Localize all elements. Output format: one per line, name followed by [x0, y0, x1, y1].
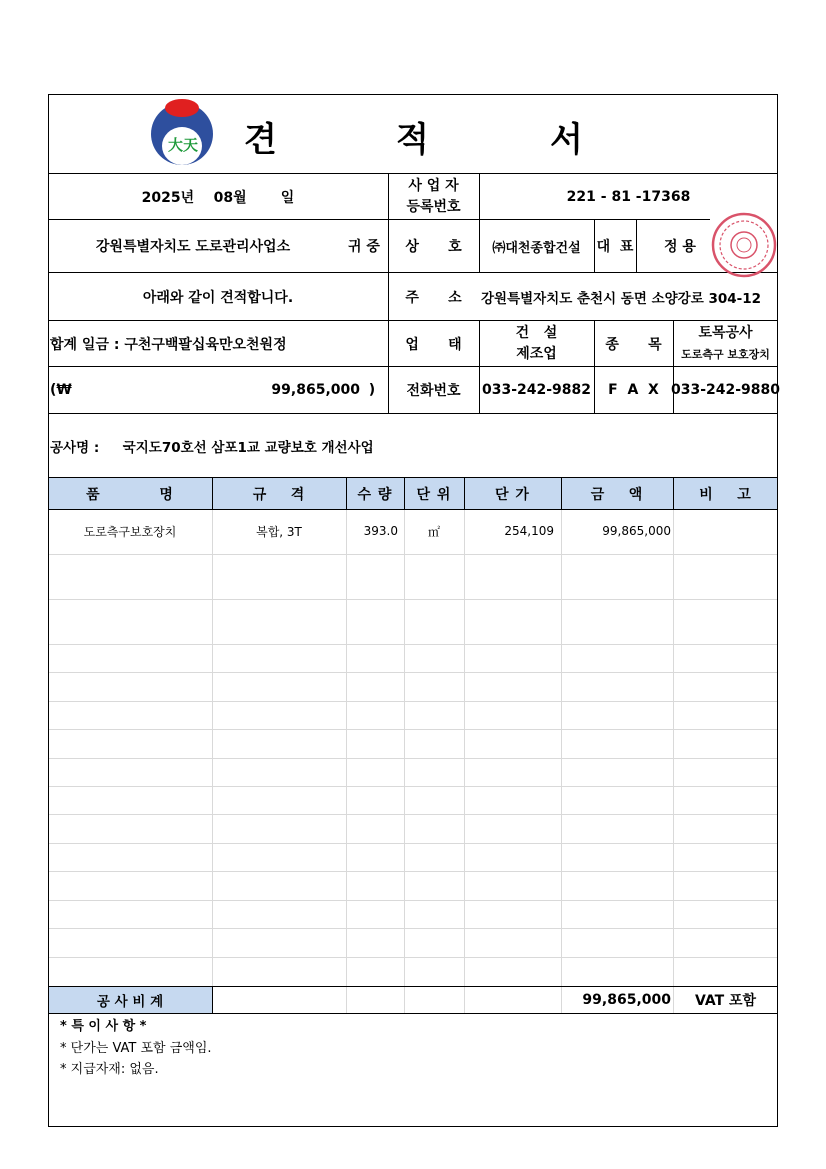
item-row-line	[48, 701, 778, 702]
row-unit-price: 254,109	[504, 524, 554, 538]
construction-total-note: VAT 포함	[694, 993, 757, 1009]
item-row-line	[48, 871, 778, 872]
rep-name: 정 용	[664, 239, 696, 255]
total-col-line	[346, 986, 347, 1013]
item-row-line	[48, 758, 778, 759]
biz-reg-label-line1: 사 업 자	[408, 177, 459, 194]
item-row-line	[48, 729, 778, 730]
item-type	[673, 321, 778, 366]
business-label: 업 태	[405, 336, 462, 353]
notes-heading: * 특 이 사 항 *	[60, 1019, 147, 1034]
construction-total-amount: 99,865,000	[582, 992, 671, 1008]
total-won-prefix: (₩	[50, 382, 72, 398]
greeting: 아래와 같이 견적합니다.	[142, 289, 294, 306]
logo-text: 大天	[167, 136, 198, 154]
item-col-line	[404, 509, 405, 987]
item-label: 종 목	[605, 336, 662, 353]
address-label: 주 소	[405, 289, 462, 306]
col-header-unit: 단 위	[416, 486, 452, 503]
row-item-name: 도로측구보호장치	[83, 524, 177, 539]
rep-label: 대 표	[596, 239, 634, 255]
row-quantity: 393.0	[363, 524, 398, 538]
item-col-line	[561, 509, 562, 987]
fax-label: F A X	[608, 382, 659, 398]
company-label: 상 호	[405, 239, 462, 255]
total-won-amount: 99,865,000	[271, 382, 360, 398]
item-type-line2: 도로측구 보호장치	[681, 347, 770, 361]
company-logo	[148, 98, 218, 166]
item-row-line	[48, 814, 778, 815]
row-remarks	[673, 518, 778, 544]
col-header-unit-price: 단 가	[495, 486, 530, 503]
quote-date: 2025년 08월 일	[141, 189, 295, 206]
col-header-item: 품 명	[86, 486, 174, 503]
col-header-amount: 금 액	[590, 486, 644, 503]
item-row-line	[48, 957, 778, 958]
total-won-suffix: )	[368, 382, 376, 398]
construction-total-label: 공 사 비 계	[96, 994, 164, 1010]
business-type-line2: 제조업	[516, 345, 557, 362]
address: 강원특별자치도 춘천시 동면 소양강로 304-12	[481, 290, 762, 307]
total-korean: 합계 일금 : 구천구백팔십육만오천원정	[50, 336, 287, 353]
biz-reg-label-line2: 등록번호	[406, 198, 461, 215]
item-row-line	[48, 554, 778, 555]
phone-label: 전화번호	[406, 383, 461, 399]
item-row-line	[48, 786, 778, 787]
project-name: 공사명 : 국지도70호선 삼포1교 교량보호 개선사업	[50, 439, 374, 456]
note-line: * 지급자재: 없음.	[60, 1062, 159, 1077]
item-row-line	[48, 672, 778, 673]
col-header-remarks: 비 고	[699, 486, 752, 503]
item-col-line	[346, 509, 347, 987]
company-seal-stamp	[710, 212, 778, 278]
col-header-spec: 규 격	[252, 486, 306, 503]
item-row-line	[48, 644, 778, 645]
item-row-line	[48, 843, 778, 844]
business-type-line1: 건 설	[515, 324, 558, 341]
item-row-line	[48, 928, 778, 929]
business-type	[479, 321, 594, 366]
recipient: 강원특별자치도 도로관리사업소	[95, 239, 291, 255]
item-type-line1: 토목공사	[698, 324, 753, 341]
document-title-char-3: 서	[550, 120, 583, 160]
note-line: * 단가는 VAT 포함 금액임.	[60, 1041, 212, 1056]
biz-reg-number: 221 - 81 -17368	[566, 188, 691, 205]
document-title-char-1: 견	[244, 120, 277, 160]
fax-number: 033-242-9880	[670, 382, 781, 398]
row-unit: ㎡	[427, 524, 440, 539]
phone-number: 033-242-9882	[481, 382, 592, 398]
item-row-line	[48, 900, 778, 901]
document-title-char-2: 적	[396, 120, 429, 160]
item-col-line	[212, 509, 213, 987]
company-name: ㈜대천종합건설	[492, 240, 581, 256]
row-amount: 99,865,000	[602, 524, 671, 538]
item-col-line	[464, 509, 465, 987]
row-spec: 복합, 3T	[256, 524, 302, 539]
col-header-quantity: 수 량	[357, 486, 393, 503]
total-col-line	[404, 986, 405, 1013]
honorific: 귀 중	[348, 239, 380, 255]
item-col-line	[673, 509, 674, 987]
biz-reg-label	[388, 174, 479, 219]
total-col-line	[464, 986, 465, 1013]
item-row-line	[48, 599, 778, 600]
